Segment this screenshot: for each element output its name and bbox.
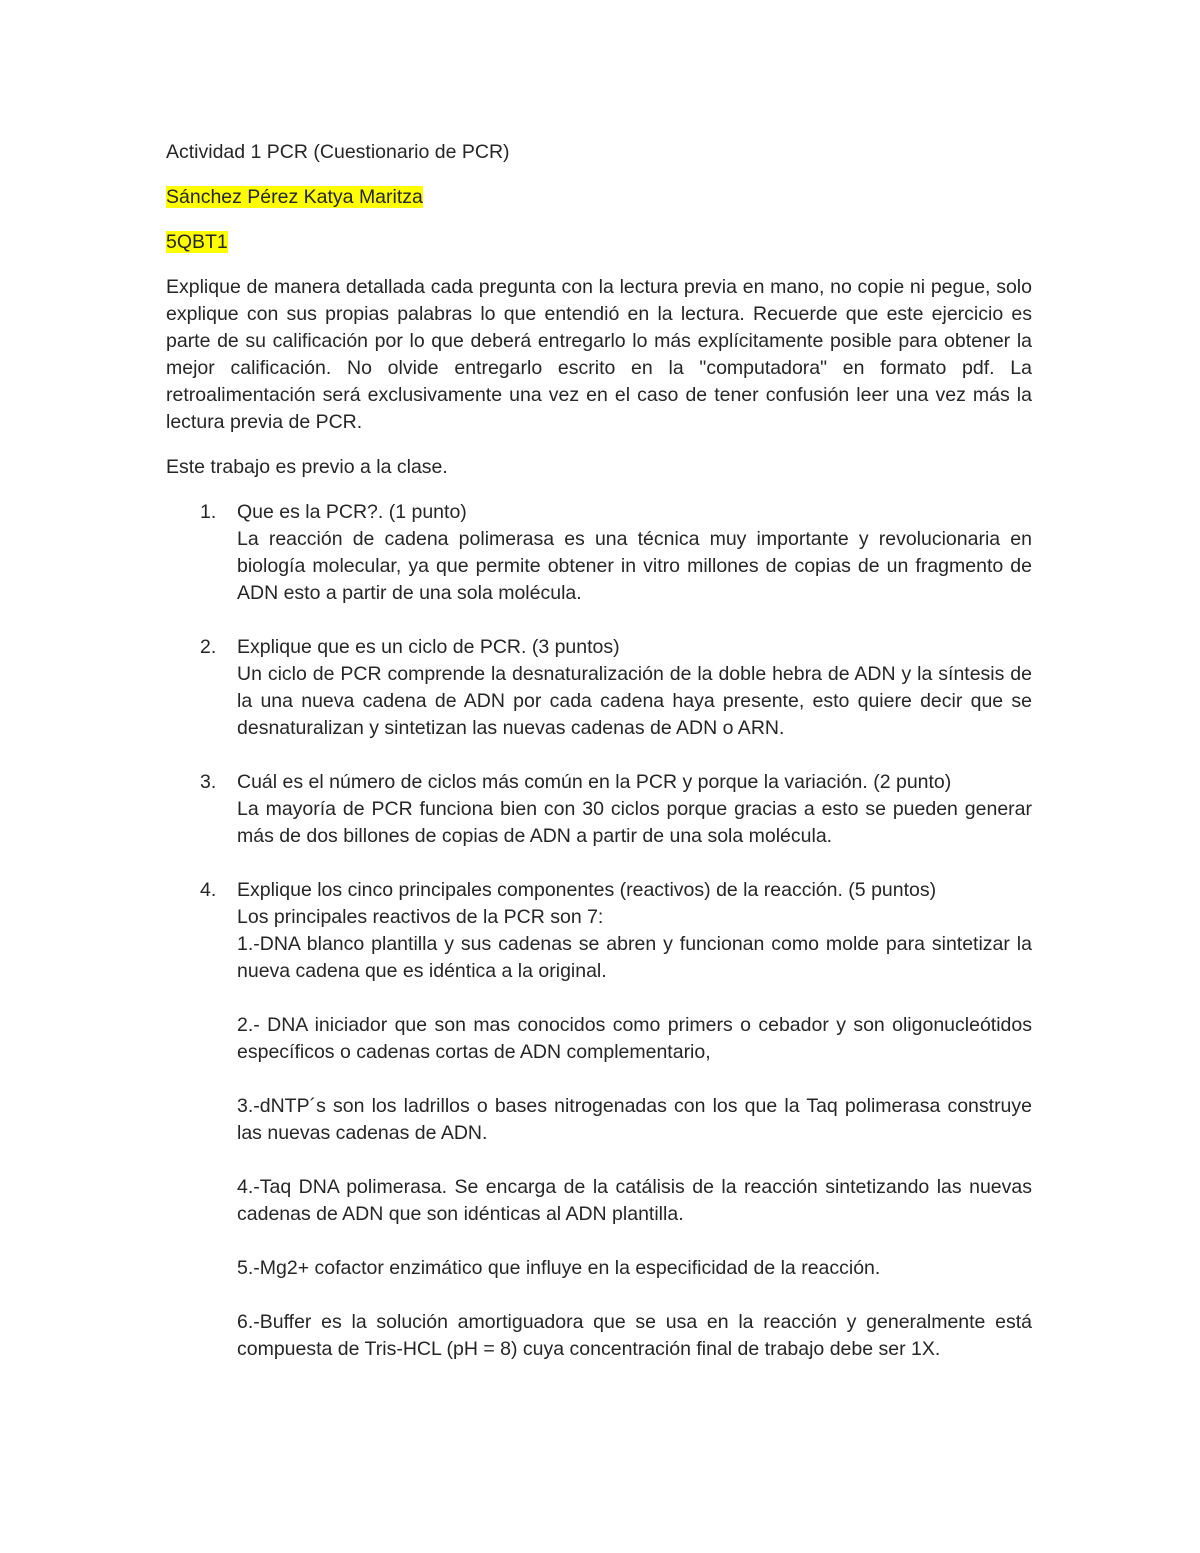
answer-text: Los principales reactivos de la PCR son 7: [237,906,604,928]
question-text: Explique los cinco principales componentes (reactivos) de la reacción. (5 puntos) [237,879,937,901]
question-text: Que es la PCR?. (1 punto) [237,501,467,523]
student-name: Sánchez Pérez Katya Maritza [166,186,423,208]
question-number: 2. [200,636,217,658]
question-text: Explique que es un ciclo de PCR. (3 puntos) [237,636,620,658]
component-item-3: 3.-dNTP´s son los ladrillos o bases nitrogenadas con los que la Taq polimerasa construye las nuevas cadenas de ADN. [237,1095,1032,1144]
question-item-1 [166,499,1032,607]
component-item-2: 2.- DNA iniciador que son mas conocidos como primers o cebador y son oligonucleótidos específicos o cadenas cortas de ADN complementario, [237,1014,1032,1063]
component-item-5: 5.-Mg2+ cofactor enzimático que influye en la especificidad de la reacción. [237,1257,881,1279]
answer-text: Un ciclo de PCR comprende la desnaturalización de la doble hebra de ADN y la síntesis de la una nueva cadena de ADN por cada cadena haya presente, esto quiere decir que se desnaturalizan y sintetizan las nuevas cadenas de ADN o ARN. [237,663,1032,739]
student-name-line [166,184,1032,211]
document-body [166,139,1032,1390]
prior-note: Este trabajo es previo a la clase. [166,456,448,478]
answer-text: La reacción de cadena polimerasa es una técnica muy importante y revolucionaria en biología molecular, ya que permite obtener in vitro millones de copias de un fragmento de ADN esto a partir de una sola molécula. [237,528,1032,604]
question-item-2 [166,634,1032,742]
answer-text: La mayoría de PCR funciona bien con 30 ciclos porque gracias a esto se pueden generar más de dos billones de copias de ADN a partir de una sola molécula. [237,798,1032,847]
component-item-1: 1.-DNA blanco plantilla y sus cadenas se abren y funcionan como molde para sintetizar la nueva cadena que es idéntica a la original. [237,933,1032,982]
question-list [166,499,1032,1363]
question-number: 1. [200,501,217,523]
component-list [237,931,1032,1363]
group-code: 5QBT1 [166,231,228,253]
component-item-6: 6.-Buffer es la solución amortiguadora que se usa en la reacción y generalmente está compuesta de Tris-HCL (pH = 8) cuya concentración final de trabajo debe ser 1X. [237,1311,1032,1360]
question-item-3 [166,769,1032,850]
question-number: 3. [200,771,217,793]
question-text: Cuál es el número de ciclos más común en la PCR y porque la variación. (2 punto) [237,771,952,793]
component-item-4: 4.-Taq DNA polimerasa. Se encarga de la catálisis de la reacción sintetizando las nuevas cadenas de ADN que son idénticas al ADN plantilla. [237,1176,1032,1225]
group-line [166,229,1032,256]
document-title: Actividad 1 PCR (Cuestionario de PCR) [166,141,510,163]
question-number: 4. [200,879,217,901]
question-item-4 [166,877,1032,1363]
instructions-paragraph: Explique de manera detallada cada pregunta con la lectura previa en mano, no copie ni pegue, solo explique con sus propias palabras lo que entendió en la lectura. Recuerde que este ejercicio es parte de su calificación por lo que deberá entregarlo lo más explícitamente posible para obtener la mejor calificación. No olvide entregarlo escrito en la "computadora" en formato pdf. La retroalimentación será exclusivamente una vez en el caso de tener confusión leer una vez más la lectura previa de PCR. [166,276,1032,433]
